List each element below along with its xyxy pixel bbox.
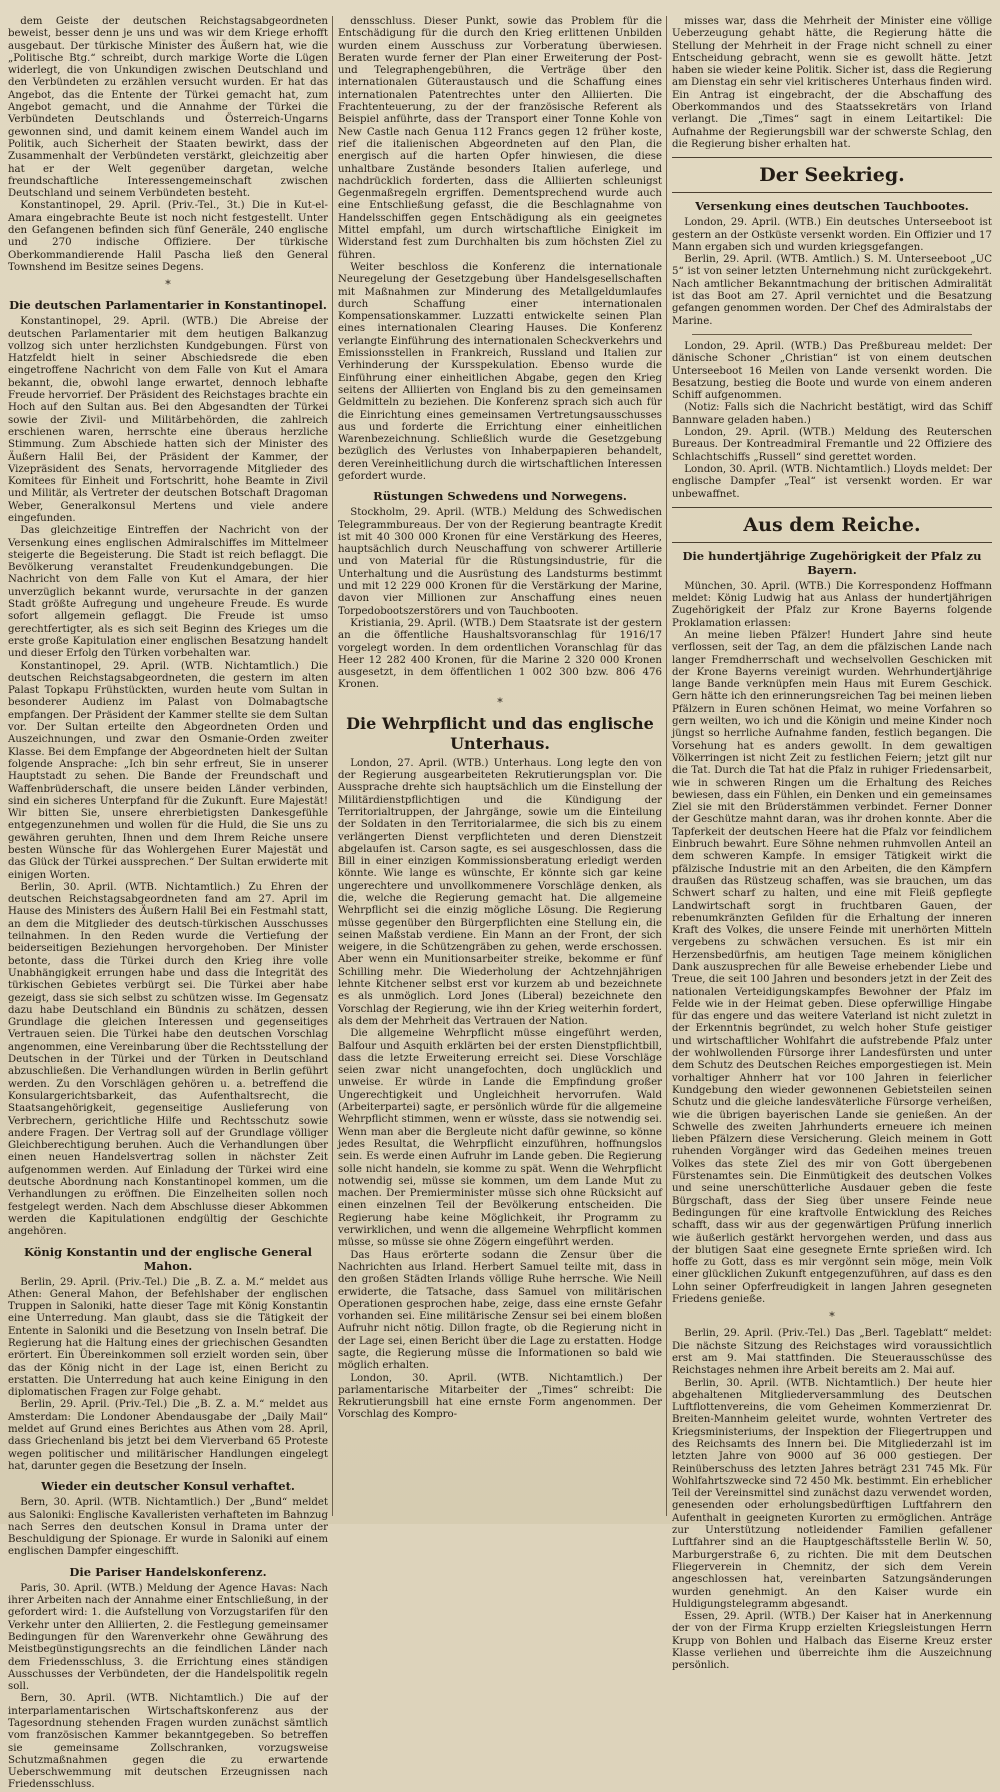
column-rule	[332, 16, 333, 1516]
article-text: Das gleichzeitige Eintreffen der Nachricht von der Versenkung eines englischen Admiralschiffes im Mittelmeer steigerte die Begeisterung. Die Stadt ist reich beflaggt. Die Bevölkerung veranstaltet Freudenkundgebungen. Die Nachricht von dem Falle von Kut el Amara, der hier unverzüglich bekannt wurde, verursachte in der ganzen Stadt größte Aufregung und ungeheure Freude. Es wurde sofort allgemein geflaggt. Die Freude ist umso gerechtfertigter, als es sich seit Beginn des Krieges um die erste große Kapitulation einer englischen Besatzung handelt und dieser Erfolg den Türken vorbehalten war.	[8, 525, 328, 660]
headline-tauchboot: Versenkung eines deutschen Tauchbootes.	[695, 199, 969, 214]
article-text: Bern, 30. April. (WTB. Nichtamtlich.) Der „Bund“ meldet aus Saloniki: Englische Kavalleristen verhafteten im Bahnzug nach Serres den deutschen Konsul in Drama unter der Beschuldigung der Spionage. Er wurde in Saloniki auf einem englischen Dampfer eingeschifft.	[8, 1497, 328, 1558]
article-text: Berlin, 29. April. (Priv.-Tel.) Die „B. Z. a. M.“ meldet aus Athen: General Mahon, der Befehlshaber der englischen Truppen in Saloniki, hatte dieser Tage mit König Konstantin eine Unterredung. Man glaubt, dass sie die Tätigkeit der Entente in Saloniki und die Besetzung von Inseln betraf. Die Regierung hat die Haltung eines der griechischen Gesandten erörtert. Ein Übereinkommen soll erzielt worden sein, über das der König nicht in der Lage ist, einen Bericht zu erstatten. Die Unterredung hat auch keine Einigung in den diplomatischen Fragen zur Folge gehabt.	[8, 1276, 328, 1399]
separator-asterisk: *	[829, 1310, 835, 1324]
article-text: Berlin, 30. April. (WTB. Nichtamtlich.) Zu Ehren der deutschen Reichstagsabgeordneten fand am 27. April im Hause des Ministers des Äußern Halil Bei ein Festmahl statt, an dem die Mitglieder des deutsch-türkischen Ausschusses teilnahmen. In den Reden wurde die Vertiefung der beiderseitigen Beziehungen hervorgehoben. Der Minister betonte, dass die Türkei durch den Krieg ihre volle Unabhängigkeit errungen habe und dass die Integrität des türkischen Gebietes verbürgt sei. Die Türkei aber habe gezeigt, dass sie sich selbst zu schützen wisse. Im Gegensatz dazu habe Deutschland ein Bündnis zu schätzen, dessen Grundlage die gleichen Interessen und gegenseitiges Vertrauen seien. Die Türkei habe den deutschen Vorschlag angenommen, eine Vereinbarung über die Rechtsstellung der Deutschen in der Türkei und der Türken in Deutschland abzuschließen. Die Verhandlungen würden in Berlin geführt werden. Zu den Vorschlägen gehören u. a. betreffend die Konsulargerichtsbarkeit, das Aufenthaltsrecht, die Staatsangehörigkeit, gegenseitige Auslieferung von Verbrechern, gerichtliche Hilfe und Rechtsschutz sowie andere Fragen. Der Vertrag soll auf der Grundlage völliger Gleichberechtigung beruhen. Auch die Verhandlungen über einen neuen Handelsvertrag sollen in nächster Zeit aufgenommen werden. Auf Einladung der Türkei wird eine deutsche Abordnung nach Konstantinopel kommen, um die Verhandlungen zu eröffnen. Die Einzelheiten sollen noch festgelegt werden. Nach dem Abschlusse dieser Abkommen werden die Kapitulationen endgültig der Geschichte angehören.	[8, 881, 328, 1238]
column-middle	[338, 16, 662, 1516]
article-text: München, 30. April. (WTB.) Die Korrespondenz Hoffmann meldet: König Ludwig hat aus Anlass der hundertjährigen Zugehörigkeit der Pfalz zur Krone Bayerns folgende Proklamation erlassen:	[672, 580, 992, 629]
section-title-aus-dem-reiche: Aus dem Reiche.	[672, 507, 992, 543]
article-text: Weiter beschloss die Konferenz die internationale Neuregelung der Gesetzgebung über Handelsgesellschaften mit Maßnahmen zur Minderung des Metallgeldumlaufes durch Schaffung einer internationalen Kompensationskammer. Luzzatti entwickelte seinen Plan eines internationalen Clearing Hauses. Die Konferenz verlangte Einführung des internationalen Scheckverkehrs und Emissionsstellen in Frankreich, Russland und Italien zur Verhinderung der Kursspekulation. Ebenso wurde die Einführung einer einheitlichen Abgabe, gegen den Krieg seitens der Alliierten von England bis zu den gemeinsamen Geldmitteln zu beziehen. Die Konferenz sprach sich auch für die Einrichtung eines gemeinsamen Vertretungsausschusses aus und forderte die Errichtung einer einheitlichen Warenbezeichnung. Schließlich wurde die Gesetzgebung bezüglich des Verlustes von Inhaberpapieren behandelt, deren Vereinheitlichung durch die wirtschaftlichen Interessen gefordert wurde.	[338, 261, 662, 482]
article-text: Berlin, 29. April. (Priv.-Tel.) Die „B. Z. a. M.“ meldet aus Amsterdam: Die Londoner Abendausgabe der „Daily Mail“ meldet auf Grund eines Berichtes aus Athen vom 28. April, dass Griechenland bis jetzt bei dem Vierverband 65 Proteste wegen politischer und militärischer Handlungen eingelegt hat, darunter gegen die Besetzung der Inseln.	[8, 1399, 328, 1472]
article-text: London, 29. April. (WTB.) Meldung des Reuterschen Bureaus. Der Kontreadmiral Fremantle und 22 Offiziere des Schlachtschiffs „Russell“ sind gerettet worden.	[672, 427, 992, 463]
headline-mahon: König Konstantin und der englische General Mahon.	[23, 1244, 313, 1273]
headline-ruestungen: Rüstungen Schwedens und Norwegens.	[373, 489, 627, 504]
article-text: Paris, 30. April. (WTB.) Meldung der Agence Havas: Nach ihrer Arbeiten nach der Annahme einer Entschließung, in der gefordert wird: 1. die Aufstellung von Vorzugstarifen für den Verkehr unter den Alliierten, 2. die Festlegung gemeinsamer Bedingungen für den Warenverkehr ohne Gewährung des Meistbegünstigungsrechts an die feindlichen Länder nach dem Friedensschluss, 3. die Errichtung eines ständigen Ausschusses der Verbündeten, der die Handelspolitik regeln soll.	[8, 1582, 328, 1693]
article-text: (Notiz: Falls sich die Nachricht bestätigt, wird das Schiff Bannware geladen haben.)	[672, 402, 992, 426]
headline-handelskonferenz: Die Pariser Handelskonferenz.	[69, 1564, 267, 1579]
article-text: Das Haus erörterte sodann die Zensur über die Nachrichten aus Irland. Herbert Samuel teilte mit, dass in den großen Städten Irlands völlige Ruhe herrsche. Wie Neill erwiderte, die Tatsache, dass Samuel von militärischen Operationen gesprochen habe, zeige, dass eine ernste Gefahr vorhanden sei. Eine militärische Zensur sei bei einem bloßen Aufruhr nicht nötig. Dillon fragte, ob die Regierung nicht in der Lage sei, einen Bericht über die Lage zu erstatten. Hodge sagte, die Regierung müsse die Informationen so bald wie möglich erhalten.	[338, 1249, 662, 1372]
article-text: Die allgemeine Wehrpflicht müsse eingeführt werden, Balfour und Asquith erklärten bei der ersten Dienstpflichtbill, dass die letzte Erweiterung erreicht sei. Diese Vorschläge seien zwar nicht unangefochten, doch unglücklich und unweise. Er würde in Lande die Empfindung großer Ungerechtigkeit und Ungleichheit hervorrufen. Wald (Arbeiterpartei) sagte, er persönlich würde für die allgemeine Wehrpflicht stimmen, wenn er wüsste, dass sie notwendig sei. Wenn man aber die Bergleute nicht dafür gewinne, so könne jedes Resultat, die Wehrpflicht einzuführen, hoffnungslos sein. Es werde einen Aufruhr im Lande geben. Die Regierung solle nicht handeln, sie komme zu spät. Wenn die Wehrpflicht notwendig sei, müsse sie kommen, um dem Lande Mut zu machen. Der Premierminister müsse sich ohne Rücksicht auf einen einzelnen Teil der Bevölkerung entscheiden. Die Regierung habe keine Möglichkeit, ihr Programm zu verwirklichen, und wenn die allgemeine Wehrpflicht kommen müsse, so müsse sie ohne Zögern eingeführt werden.	[338, 1028, 662, 1249]
article-text: Berlin, 30. April. (WTB. Nichtamtlich.) Der heute hier abgehaltenen Mitgliederversammlung des Deutschen Luftflottenvereins, die vom Geheimen Kommerzienrat Dr. Breiten-Mannheim geleitet wurde, wohnten Vertreter des Kriegsministeriums, der Inspektion der Fliegertruppen und des Reichsamts des Innern bei. Die Mitgliederzahl ist im letzten Jahre von 9000 auf 36 000 gestiegen. Der Reinüberschuss des letzten Jahres beträgt 231 745 Mk. Für Wohlfahrtszwecke sind 72 450 Mk. bestimmt. Ein erheblicher Teil der Vereinsmittel sind zunächst dazu verwendet worden, genesenden oder erholungsbedürftigen Luftfahrern den Aufenthalt in geeigneten Kurorten zu ermöglichen. Anträge zur Unterstützung notleidender Familien gefallener Luftfahrer sind an die Hauptgeschäftsstelle Berlin W. 50, Marburgerstraße 6, zu richten. Die mit dem Deutschen Fliegerverein in Chemnitz, der sich dem Verein angeschlossen hat, vereinbarten Satzungsänderungen wurden genehmigt. An den Kaiser wurde ein Huldigungstelegramm abgesandt.	[672, 1377, 992, 1610]
headline-pfalz: Die hundertjährige Zugehörigkeit der Pfalz zu Bayern.	[682, 548, 982, 577]
separator-asterisk: *	[497, 695, 503, 709]
article-text: Konstantinopel, 29. April. (Priv.-Tel., 3t.) Die in Kut-el-Amara eingebrachte Beute ist noch nicht festgestellt. Unter den Gefangenen befinden sich fünf Generäle, 240 englische und 270 indische Offiziere. Der türkische Oberkommandierende Halil Pascha ließ den General Townshend im Besitze seines Degens.	[8, 200, 328, 273]
article-text: Konstantinopel, 29. April. (WTB. Nichtamtlich.) Die deutschen Reichstagsabgeordneten, die gestern im alten Palast Topkapu Frühstückten, wurden heute vom Sultan in besonderer Audienz im Palast von Dolmabagtsche empfangen. Der Präsident der Kammer stellte sie dem Sultan vor. Der Sultan erteilte den Abgeordneten Orden und Auszeichnungen, und zwar den Osmanie-Orden zweiter Klasse. Bei dem Empfange der Abgeordneten hielt der Sultan folgende Ansprache: „Ich bin sehr erfreut, Sie in unserer Hauptstadt zu sehen. Die Bande der Freundschaft und Waffenbrüderschaft, die unsere beiden Länder verbinden, sind ein sicheres Unterpfand für die Zukunft. Eure Majestät! Wir bitten Sie, unsere ehrerbietigsten Dankesgefühle entgegenzunehmen und wollen für die Huld, die Sie uns zu gewähren geruhten, Ihnen und dem Ihrem Reiche unsere besten Wünsche für das Wohlergehen Eurer Majestät und das Glück der Türkei aussprechen.“ Der Sultan erwiderte mit einigen Worten.	[8, 660, 328, 881]
article-text: London, 30. April. (WTB. Nichtamtlich.) Lloyds meldet: Der englische Dampfer „Teal“ ist versenkt worden. Er war unbewaffnet.	[672, 463, 992, 500]
article-text: Essen, 29. April. (WTB.) Der Kaiser hat in Anerkennung der von der Firma Krupp erzielten Kriegsleistungen Herrn Krupp von Bohlen und Halbach das Eiserne Kreuz erster Klasse verliehen und überreichte ihm die Auszeichnung persönlich.	[672, 1611, 992, 1672]
article-text: Konstantinopel, 29. April. (WTB.) Die Abreise der deutschen Parlamentarier mit dem heutigen Balkanzug vollzog sich unter herzlichsten Kundgebungen. Fürst von Hatzfeldt hielt in seiner Abschiedsrede die eben eingetroffene Nachricht von dem Falle von Kut el Amara bekannt, die, obwohl lange erwartet, dennoch lebhafte Freude hervorrief. Der Präsident des Reichstages brachte ein Hoch auf den Sultan aus. Bei den Abgesandten der Türkei sowie der Zivil- und Militärbehörden, die zahlreich erschienen waren, herrschte eine überaus herzliche Stimmung. Zum Abschiede hatten sich der Minister des Äußern Halil Bei, der Präsident der Kammer, der Vizepräsident des Senats, hervorragende Mitglieder des Komitees für Einheit und Fortschritt, hohe Beamte in Zivil und Militär, als Vertreter der deutschen Botschaft Dragoman Weber, Generalkonsul Mertens und viele andere eingefunden.	[8, 316, 328, 524]
article-text: London, 30. April. (WTB. Nichtamtlich.) Der parlamentarische Mitarbeiter der „Times“ schreibt: Die Rekrutierungsbill hat eine ernste Form angenommen. Der Vorschlag des Kompro-	[338, 1372, 662, 1421]
article-text: Kristiania, 29. April. (WTB.) Dem Staatsrate ist der gestern an die öffentliche Haushaltsvoranschlag für 1916/17 vorgelegt worden. In dem ordentlichen Voranschlag für das Heer 12 282 400 Kronen, für die Marine 2 320 000 Kronen ausgesetzt, in dem öffentlichen 1 002 300 bzw. 806 476 Kronen.	[338, 617, 662, 691]
column-right	[672, 16, 992, 1672]
headline-wehrpflicht: Die Wehrpflicht und das englische Unterhaus.	[346, 713, 654, 753]
article-text: London, 29. April. (WTB.) Das Preßbureau meldet: Der dänische Schoner „Christian“ ist von einem deutschen Unterseeboot 16 Meilen von Lande versenkt worden. Die Besatzung, bestieg die Boote und wurde von einem anderen Schiff aufgenommen.	[672, 340, 992, 402]
article-text: Bern, 30. April. (WTB. Nichtamtlich.) Die auf der interparlamentarischen Wirtschaftskonferenz aus der Tagesordnung stehenden Fragen wurden zunächst sämtlich vom französischen Kammer bekanntgegeben. So betreffen sie gemeinsame Zollschranken, vorzugsweise Schutzmaßnahmen gegen die zu erwartende Ueberschwemmung mit deutschen Erzeugnissen nach Friedensschluss.	[8, 1693, 328, 1791]
article-text: Berlin, 29. April. (WTB. Amtlich.) S. M. Unterseeboot „UC 5“ ist von seiner letzten Unternehmung nicht zurückgekehrt. Nach amtlicher Bekanntmachung der britischen Admiralität ist das Boot am 27. April vernichtet und die Besatzung gefangen genommen worden. Der Chef des Admiralstabs der Marine.	[672, 254, 992, 327]
article-text: London, 29. April. (WTB.) Ein deutsches Unterseeboot ist gestern an der Ostküste versenkt worden. Ein Offizier und 17 Mann ergaben sich und wurden kriegsgefangen.	[672, 217, 992, 253]
headline-parlamentarier: Die deutschen Parlamentarier in Konstantinopel.	[9, 298, 327, 313]
section-title-seekrieg: Der Seekrieg.	[672, 157, 992, 193]
article-text: Berlin, 29. April. (Priv.-Tel.) Das „Berl. Tageblatt“ meldet: Die nächste Sitzung des Reichstages wird voraussichtlich erst am 9. Mai stattfinden. Die Steuerausschüsse des Reichstages nehmen ihre Arbeit bereits am 2. Mai auf.	[672, 1328, 992, 1377]
headline-konsul: Wieder ein deutscher Konsul verhaftet.	[41, 1479, 295, 1494]
article-text: dem Geiste der deutschen Reichstagsabgeordneten beweist, besser denn je uns und was wir dem Kriege erhofft ausgebaut. Der türkische Minister des Äußern hat, wie die „Politische Btg.“ schreibt, durch markige Worte die Lügen widerlegt, die von Unkundigen zwischen Deutschland und den Verbündeten zu erzählen versucht wurden. Er hat das Angebot, das die Entente der Türkei gemacht hat, zum Angebot gemacht, und die Annahme der Türkei die Verbündeten Deutschlands und Österreich-Ungarns gewonnen sind, und damit keinem einem Wandel auch im Politik, auch Sicherheit der Staaten bewirkt, dass der Zusammenhalt der Verbündeten verstärkt, gleichzeitig aber hat er der Welt gegenüber dargetan, welche freundschaftliche Interessengemeinschaft zwischen Deutschland und seinem Verbündeten besteht.	[8, 16, 328, 200]
article-text: misses war, dass die Mehrheit der Minister eine völlige Ueberzeugung gehabt hätte, die Regierung hätte die Stellung der Mehrheit in der Frage nicht schnell zu einer Entscheidung gebracht, wenn sie es gewollt hätte. Jetzt haben sie wieder keine Politik. Sicher ist, dass die Regierung am Dienstag ein sehr viel kritischeres Unterhaus finden wird. Ein Antrag ist eingebracht, der die Abschaffung des Oberkommandos und des Staatssekretärs von Irland verlangt. Die „Times“ sagt in einem Leitartikel: Die Aufnahme der Regierungsbill war der schwerste Schlag, den die Regierung bisher erhalten hat.	[672, 16, 992, 150]
column-rule	[666, 16, 667, 1516]
separator-asterisk: *	[165, 278, 171, 292]
article-text: densschluss. Dieser Punkt, sowie das Problem für die Entschädigung für die durch den Krieg erlittenen Unbilden wurden einem Ausschuss zur Vorberatung überwiesen. Beraten wurde ferner der Plan einer Erweiterung der Post- und Telegraphengebühren, die Verträge über den internationalen Güteraustausch und die Schaffung eines internationalen Patentrechtes unter den Alliierten. Die Frachtenteuerung, zu der der französische Referent als Beispiel anführte, dass der Transport einer Tonne Kohle von New Castle nach Genua 112 Francs gegen 12 früher koste, rief die italienischen Abgeordneten auf den Plan, die energisch auf die harten Opfer hinwiesen, die diese unhaltbare Zustände besonders Italien auferlege, und nachdrücklich forderten, dass die Alliierten schleunigst Gegenmaßregeln ergriffen. Dementsprechend wurde auch eine Entschließung gefasst, die die Beschlagnahme von Handelsschiffen gegen Entschädigung als ein geeignetes Mittel empfahl, um durch wirtschaftliche Einigkeit im Widerstand fest zum Durchhalten bis zum höchsten Ziel zu führen.	[338, 16, 662, 261]
column-left	[8, 16, 328, 1791]
article-text: Stockholm, 29. April. (WTB.) Meldung des Schwedischen Telegrammbureaus. Der von der Regierung beantragte Kredit ist mit 40 300 000 Kronen für eine Verstärkung des Heeres, hauptsächlich durch Neuschaffung von schwerer Artillerie und von Material für die Rüstungsindustrie, für die Unterhaltung und die Ausrüstung des Landsturms bestimmt und mit 12 229 000 Kronen für die Verstärkung der Marine, davon vier Millionen zur Anschaffung eines neuen Torpedobootszerstörers und von Tauchbooten.	[338, 507, 662, 617]
divider	[692, 334, 972, 335]
article-text: An meine lieben Pfälzer! Hundert Jahre sind heute verflossen, seit der Tag, an dem die pfälzischen Lande nach langer Fremdherrschaft und wechselvollen Geschicken mit der Krone Bayerns vereinigt wurden. Wehrhundertjährige lange Bande verknüpfen mein Haus mit Eurem Geschick. Gern hätte ich den erinnerungsreichen Tag bei meinen lieben Pfälzern in Euren schönen Heimat, wo meine Vorfahren so gern weilten, wo ich und die Königin und meine Kinder noch jüngst so herrliche Aufnahme fanden, festlich begangen. Die Vorsehung hat es anders gewollt. In dem gewaltigen Völkerringen ist nicht Zeit zu festlichen Feiern; jetzt gilt nur die Tat. Durch die Tat hat die Pfalz in ruhiger Friedensarbeit, wie in schweren Ringen um die Erhaltung des Reiches bewiesen, dass ein Fühlen, ein Denken und ein gemeinsames Ziel sie mit den Brüderstämmen verbindet. Ferner Donner der Geschütze mahnt daran, was ihr drohen konnte. Aber die Tapferkeit der deutschen Heere hat die Pfalz vor feindlichem Einbruch bewahrt. Eure Söhne nehmen ruhmvollen Anteil an dem schweren Kampfe. In emsiger Tätigkeit wirkt die pfälzische Industrie mit an den Arbeiten, die den Kämpfern draußen das Rüstzeug schaffen, was sie brauchen, um das Schwert scharf zu halten, und eine mit Fleiß gepflegte Landwirtschaft sorgt in fruchtbaren Gauen, der rebenumkränzten Gefilden für die Erhaltung der inneren Kraft des Volkes, die unsere Feinde mit unerhörten Mitteln vergebens zu schwächen versuchen. Es ist mir ein Herzensbedürfnis, am heutigen Tage meinem königlichen Dank auszusprechen für alle Beweise erhebender Liebe und Treue, die seit 100 Jahren und besonders jetzt in der Zeit des nationalen Verteidigungskampfes Bewohner der Pfalz im Felde wie in der Heimat geben. Diese opferwillige Hingabe für das engere und das weitere Vaterland ist nicht zuletzt in der Erkenntnis begründet, zu welch hoher Stufe geistiger und wirtschaftlicher Wohlfahrt die aufstrebende Pfalz unter der wohlwollenden Fürsorge ihrer Landesfürsten und unter dem Schutz des Deutschen Reiches emporgestiegen ist. Mein vorhaltiger Ahnherr hat vor 100 Jahren in feierlicher Kundgebung den wieder gewonnenen Gebietsteilen seinen Schutz und die gleiche landesväterliche Fürsorge verheißen, wie die übrigen bayerischen Lande sie genießen. An der Schwelle des zweiten Jahrhunderts erneuere ich meinen lieben Pfälzern diese Versicherung. Gleich meinem in Gott ruhenden Vorgänger wird das Gedeihen meines treuen Volkes das stete Ziel des mir von Gott übergebenen Fürstenamtes sein. Die Einmütigkeit des deutschen Volkes und seine unerschütterliche Ausdauer geben die feste Bürgschaft, dass der Sieg über unsere Feinde neue Bedingungen für eine kraftvolle Entwicklung des Reiches schafft, dass wir aus der gegenwärtigen Prüfung innerlich wie äußerlich gestärkt hervorgehen werden, und dass aus der blutigen Saat eine gesegnete Ernte sprießen wird. Ich hoffe zu Gott, dass es mir vergönnt sein möge, mein Volk einer glücklichen Zukunft entgegenzuführen, auf dass es den Lohn seiner Opferfreudigkeit in langen Jahren gesegneten Friedens genieße.	[672, 629, 992, 1306]
article-text: London, 27. April. (WTB.) Unterhaus. Long legte den von der Regierung ausgearbeiteten Rekrutierungsplan vor. Die Aussprache drehte sich hauptsächlich um die Einstellung der Militärdienstpflichtigen und die Kündigung der Territorialtruppen, der Jahrgänge, sowie um die Einteilung der Soldaten in den Territorialarmee, die sich bis zu einem verlängerten Dienst verpflichteten und deren Dienstzeit abgelaufen ist. Carson sagte, es sei ausgeschlossen, dass die Bill in einer einzigen Kommissionsberatung erledigt werden könnte. Wie lange es wünschte, Er könnte sich gar keine ungerechtere und unvollkommenere Vorschläge denken, als die, welche die Regierung gemacht hat. Die allgemeine Wehrpflicht sei die einzig mögliche Lösung. Die Regierung müsse gegenüber den Bürgerpflichten eine Stellung ein, die seinen Maßstab verdiene. Ein Mann an der Front, der sich weigere, in die Schützengräben zu gehen, werde erschossen. Aber wenn ein Munitionsarbeiter streike, bekomme er fünf Schilling mehr. Die Wiederholung der Achtzehnjährigen lehnte Kitchener selbst erst vor kurzem ab und bezeichnete es als unmöglich. Lord Jones (Liberal) bezeichnete den Vorschlag der Regierung, wie ihn der Krieg weiterhin fordert, als dem der Mehrheit das Vertrauen der Nation.	[338, 757, 662, 1027]
